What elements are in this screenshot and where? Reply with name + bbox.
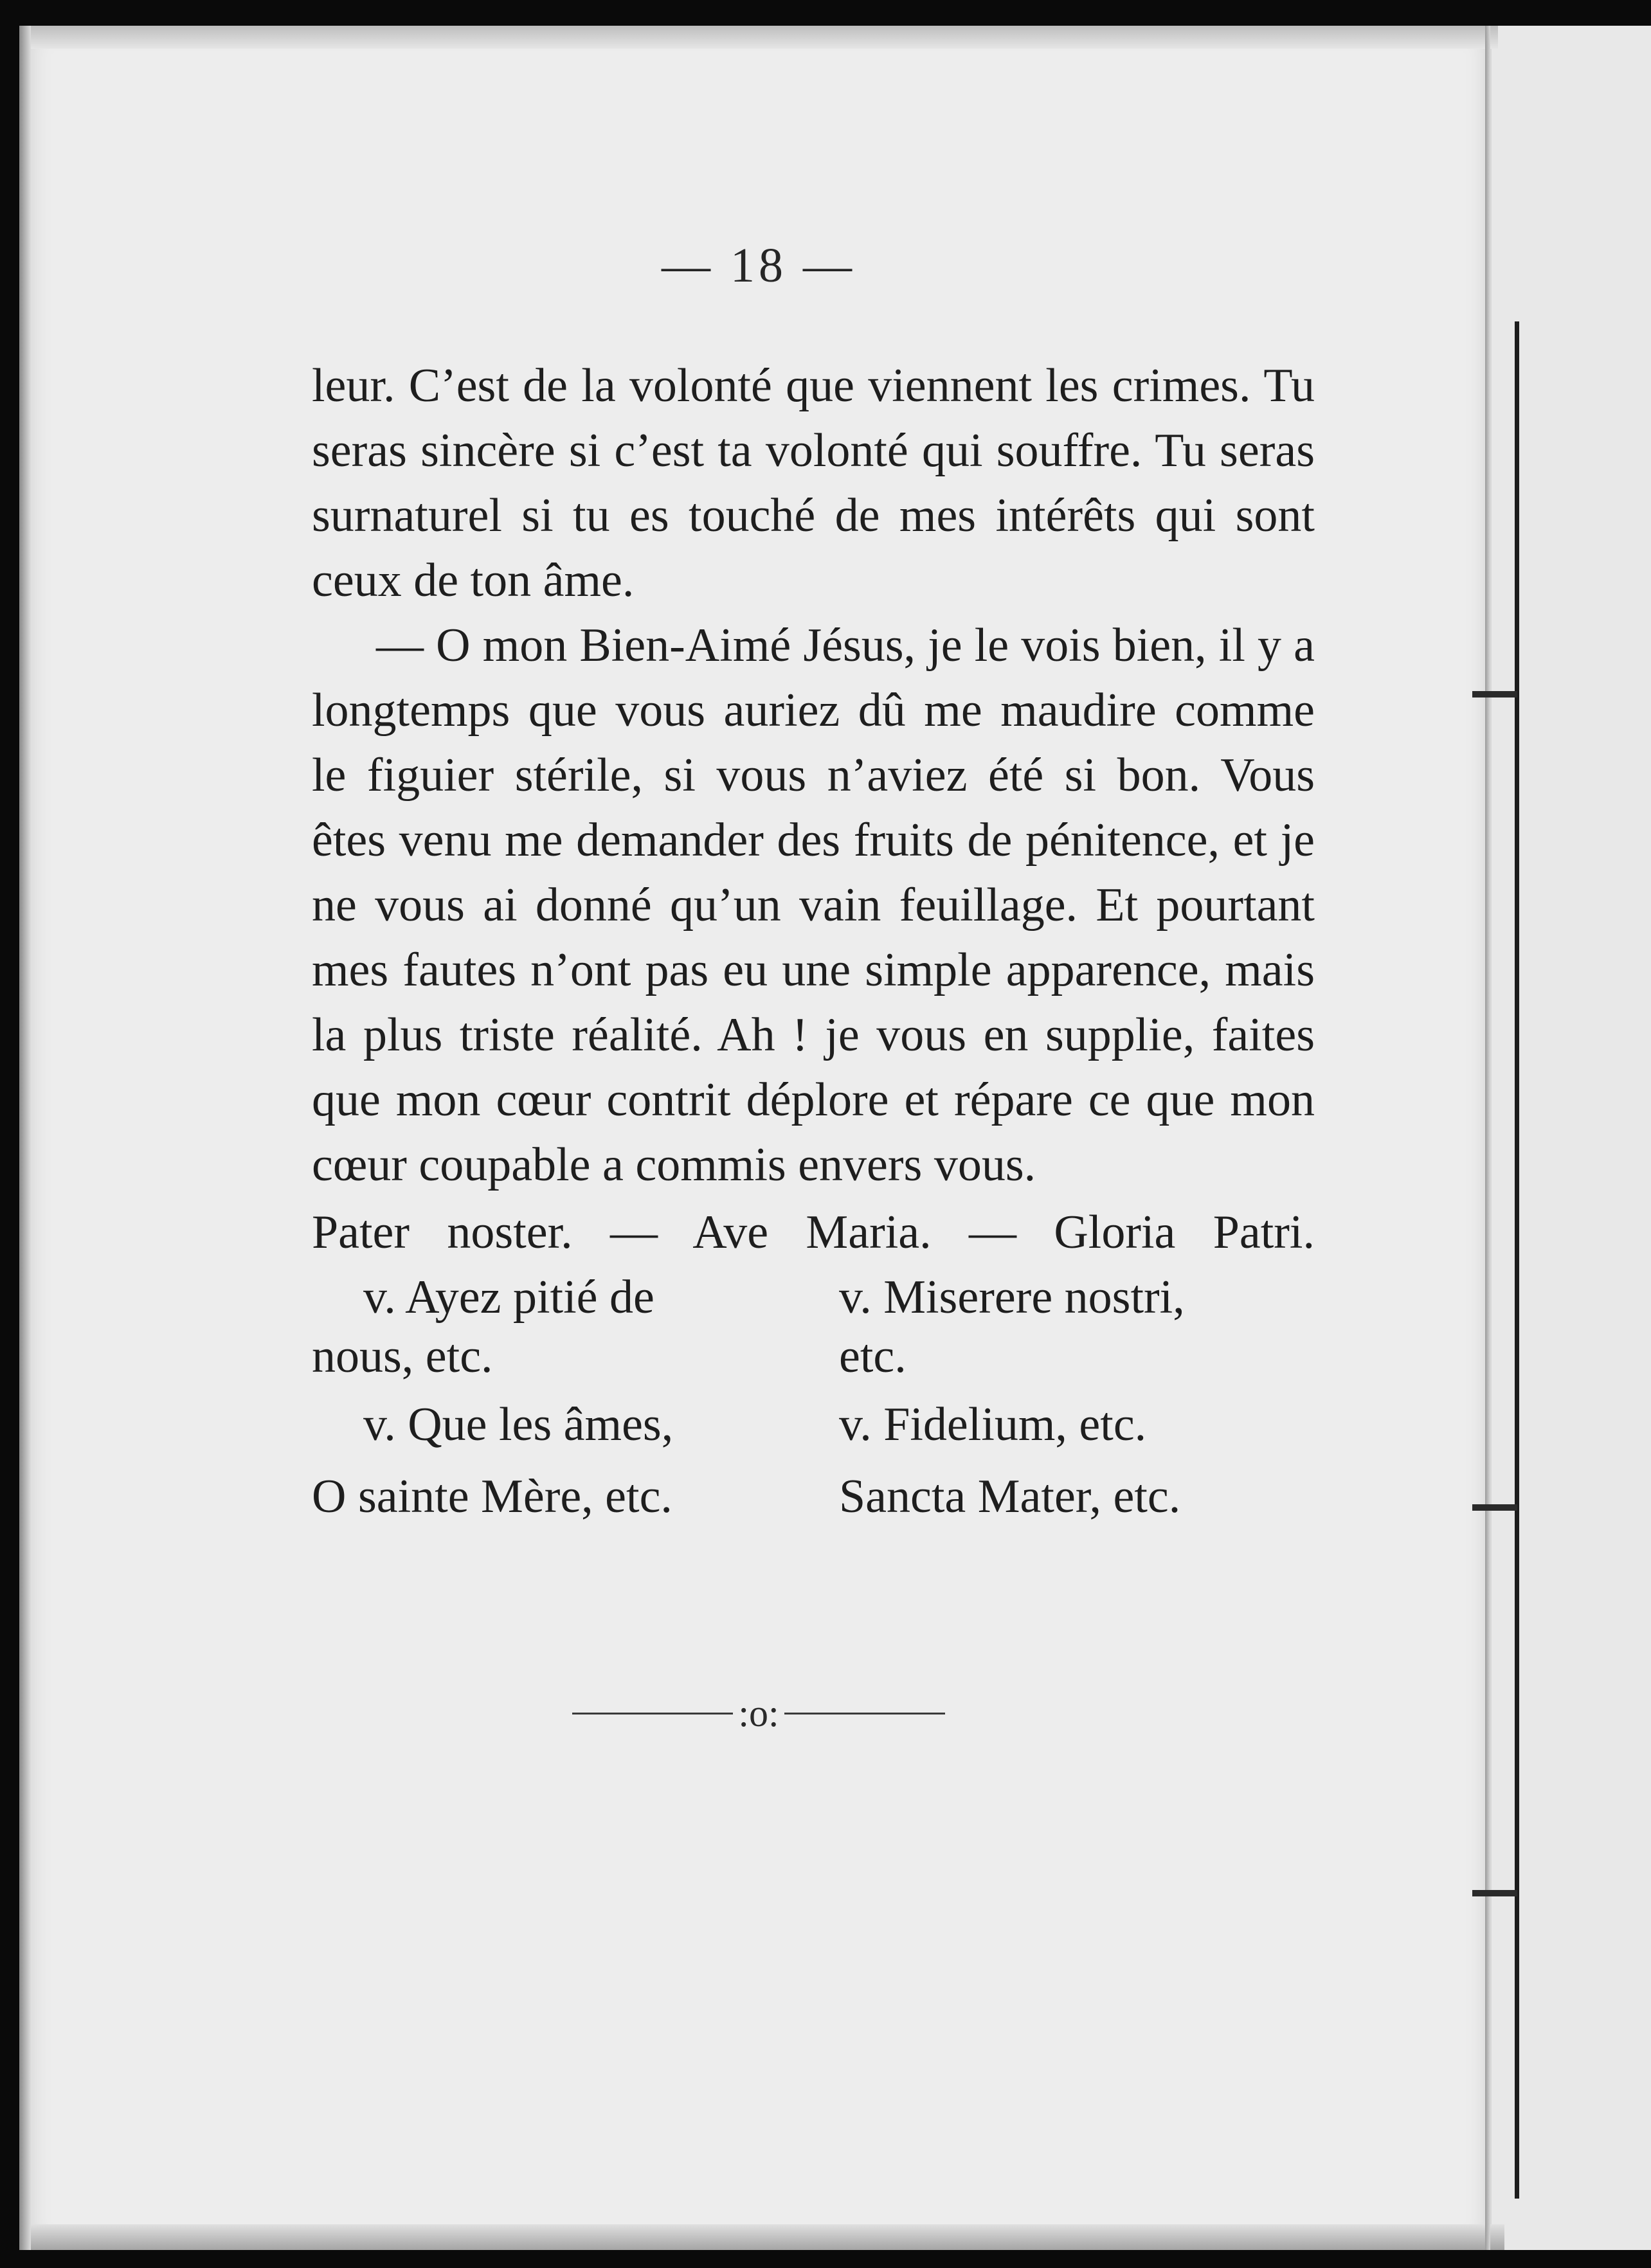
versicle-latin: [839, 1454, 1315, 1526]
versicle-french-first: v. Que les âmes,: [363, 1398, 674, 1451]
versicle-latin-rest: etc.: [839, 1330, 907, 1383]
versicle-row: [312, 1454, 1315, 1526]
versicle-french-rest: nous, etc.: [312, 1330, 493, 1383]
versicles-table: [312, 1268, 1315, 1526]
ornament-rule-right: [784, 1713, 945, 1715]
page-top-edge: [26, 26, 1498, 49]
binding-stitch: [1472, 1504, 1517, 1511]
page-number: — 18 —: [662, 239, 856, 292]
gutter-shadow: [1485, 26, 1490, 2250]
text-block: [312, 354, 1315, 1526]
binding-thread: [1515, 321, 1519, 2199]
versicle-french: [312, 1268, 839, 1386]
versicle-latin-first: v. Miserere nostri,: [839, 1271, 1185, 1324]
versicle-latin: [839, 1386, 1315, 1454]
binding-stitch: [1472, 691, 1517, 698]
page-left-edge: [19, 26, 31, 2250]
versicle-row: [312, 1386, 1315, 1454]
page-bottom-edge: [26, 2224, 1504, 2250]
ornament-rule-left: [572, 1713, 733, 1715]
ornament-mark: :o:: [738, 1691, 779, 1734]
versicle-latin-first: Sancta Mater, etc.: [839, 1470, 1181, 1523]
book-page: [26, 26, 1492, 2250]
versicle-french-first: O sainte Mère, etc.: [312, 1470, 672, 1523]
versicle-french-first: v. Ayez pitié de: [363, 1271, 654, 1324]
versicle-row: [312, 1268, 1315, 1386]
versicle-french: [312, 1386, 839, 1454]
prayers-line: Pater noster. — Ave Maria. — Gloria Patri.: [312, 1206, 1315, 1259]
versicle-french: [312, 1454, 839, 1526]
paragraph-prayer: — O mon Bien-Aimé Jésus, je le vois bien, il y a longtemps que vous auriez dû me maudire comme le figuier stérile, si vous n’aviez été si bon. Vous êtes venu me demander des fruits de pénitence, et je ne vous ai donné qu’un vain feuillage. Et pourtant mes fautes n’ont pas eu une simple apparence, mais la plus triste réalité. Ah ! je vous en supplie, faites que mon cœur contrit déplore et répare ce que mon cœur coupable a commis envers vous.: [312, 619, 1315, 1191]
paragraph-continuation: leur. C’est de la volonté que viennent les crimes. Tu seras sincère si c’est ta volonté qui souffre. Tu seras surnaturel si tu es touché de mes intérêts qui sont ceux de ton âme.: [312, 359, 1315, 607]
versicle-latin: [839, 1268, 1315, 1386]
versicle-latin-first: v. Fidelium, etc.: [839, 1398, 1147, 1451]
end-ornament: [26, 1688, 1492, 1736]
binding-stitch: [1472, 1890, 1517, 1896]
